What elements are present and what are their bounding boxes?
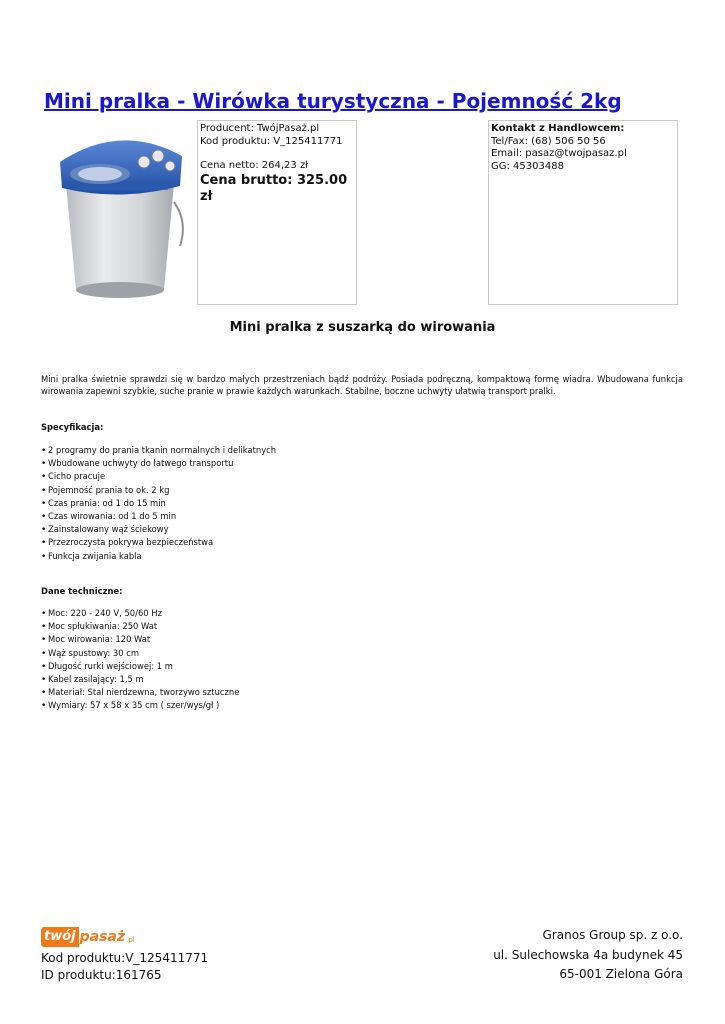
product-info-box <box>197 120 357 305</box>
product-title-link[interactable]: Mini pralka - Wirówka turystyczna - Pojemność 2kg <box>44 89 622 113</box>
list-item: • 2 programy do prania tkanin normalnych i delikatnych <box>41 444 276 457</box>
tech-heading: Dane techniczne: <box>41 586 123 596</box>
net-price: Cena netto: 264,23 zł <box>200 160 309 171</box>
footer-product-id: ID produktu:161765 <box>41 968 162 982</box>
list-item: • Wymiary: 57 x 58 x 35 cm ( szer/wys/gł ) <box>41 699 239 712</box>
logo-part-twoj: twój <box>41 927 79 947</box>
list-item: • Czas prania: od 1 do 15 min <box>41 497 276 510</box>
list-item: • Cicho pracuje <box>41 470 276 483</box>
contact-email[interactable]: Email: pasaz@twojpasaz.pl <box>491 148 627 159</box>
list-item: • Moc: 220 - 240 V, 50/60 Hz <box>41 607 239 620</box>
company-city: 65-001 Zielona Góra <box>559 967 683 981</box>
section-subtitle: Mini pralka z suszarką do wirowania <box>229 320 496 335</box>
list-item: • Przezroczysta pokrywa bezpieczeństwa <box>41 536 276 549</box>
spec-heading: Specyfikacja: <box>41 422 104 432</box>
list-item: • Kabel zasilający: 1,5 m <box>41 673 239 686</box>
contact-heading: Kontakt z Handlowcem: <box>491 123 625 134</box>
tech-list <box>41 607 239 713</box>
product-code-text: Kod produktu: V_125411771 <box>200 135 343 147</box>
logo-part-pasaz: pasaż <box>79 928 126 945</box>
list-item: • Wąż spustowy: 30 cm <box>41 647 239 660</box>
footer-product-code: Kod produktu:V_125411771 <box>41 951 209 965</box>
logo-part-pl: .pl <box>126 935 135 944</box>
gross-price: Cena brutto: 325.00 zł <box>200 172 348 204</box>
list-item: • Moc wirowania: 120 Wat <box>41 633 239 646</box>
footer-left <box>41 926 208 984</box>
contact-box <box>488 120 678 305</box>
list-item: • Czas wirowania: od 1 do 5 min <box>41 510 276 523</box>
spec-list <box>41 444 276 563</box>
list-item: • Zainstalowany wąż ściekowy <box>41 523 276 536</box>
list-item: • Funkcja zwijania kabla <box>41 550 276 563</box>
company-name: Granos Group sp. z o.o. <box>542 928 683 942</box>
list-item: • Pojemność prania to ok. 2 kg <box>41 484 276 497</box>
list-item: • Materiał: Stal nierdzewna, tworzywo sztuczne <box>41 686 239 699</box>
footer-address <box>493 926 683 985</box>
producer-text: Producent: TwójPasaż.pl <box>200 123 320 134</box>
product-description: Mini pralka świetnie sprawdzi się w bardzo małych przestrzeniach bądź podróży. Posiada podręczną, kompaktową formę wiadra. Wbudowana funkcja wirowania zapewni szybkie, suche pranie w prawie każdych warunkach. Stabilne, boczne uchwyty ułatwią transport pralki. <box>41 374 683 396</box>
company-street: ul. Sulechowska 4a budynek 45 <box>493 947 683 962</box>
list-item: • Długość rurki wejściowej: 1 m <box>41 660 239 673</box>
contact-gg: GG: 45303488 <box>491 160 564 172</box>
twojpasaz-logo <box>41 926 208 948</box>
contact-phone: Tel/Fax: (68) 506 50 56 <box>491 135 606 147</box>
list-item: • Moc spłukiwania: 250 Wat <box>41 620 239 633</box>
list-item: • Wbudowane uchwyty do łatwego transportu <box>41 457 276 470</box>
product-image <box>54 122 192 300</box>
